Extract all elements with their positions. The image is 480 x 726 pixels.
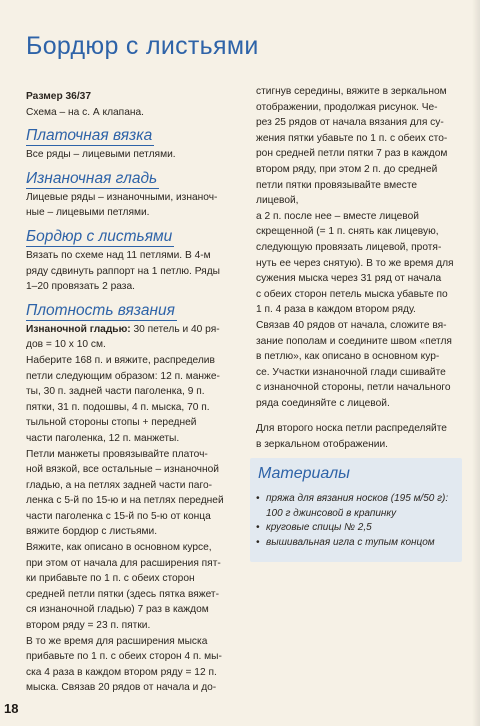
paragraph-gap <box>256 411 462 421</box>
text-line: части паголенка с 15-й по 5-ю от конца <box>26 510 211 522</box>
text-line: тыльной стороны стопы + передней <box>26 417 197 429</box>
text-line: нуть ее через снятую). В то же время для <box>256 257 454 269</box>
text-line: с обеих сторон петель мыска убавьте по <box>256 288 448 300</box>
section-line: ные – лицевыми петлями. <box>26 207 150 219</box>
section-line: ряду сдвинуть раппорт на 1 петлю. Ряды <box>26 265 220 277</box>
section-heading-leaf-border: Бордюр с листьями <box>26 227 173 245</box>
left-column <box>26 84 244 696</box>
text-line: ленка с 5-й по 15-ю и на петлях передней <box>26 495 224 507</box>
right-paragraph-1 <box>256 84 462 411</box>
text-line: в зеркальном отображении. <box>256 439 388 451</box>
gauge-body <box>26 337 244 696</box>
text-line: скрещенной (= 1 п. снять как лицевую, <box>256 226 439 238</box>
text-line: а 2 п. после нее – вместе лицевой <box>256 210 419 222</box>
text-line: части паголенка, 12 п. манжеты. <box>26 432 180 444</box>
material-item <box>256 521 458 536</box>
right-paragraph-2 <box>256 421 462 452</box>
text-line: ся изнаночной гладью) 7 раз в каждом <box>26 604 209 616</box>
material-text: пряжа для вязания носков (195 м/50 г): <box>266 493 449 504</box>
gauge-bold-lead: Изнаночной гладью: <box>26 323 131 335</box>
text-line: при этом от начала для расширения пят- <box>26 557 221 569</box>
materials-list <box>256 492 458 550</box>
text-line: сужения мыска через 31 ряд от начала <box>256 273 442 285</box>
text-line: Вяжите, как описано в основном курсе, <box>26 542 212 554</box>
section-heading-gauge: Плотность вязания <box>26 301 175 319</box>
section-line: Лицевые ряды – изнаночными, изнаноч- <box>26 191 218 203</box>
section-heading-reverse-stockinette: Изнаночная гладь <box>26 169 158 187</box>
text-line: Для второго носка петли распределяйте <box>256 423 447 435</box>
text-line: ряда соединяйте с лицевой. <box>256 397 390 409</box>
text-line: рез 25 рядов от начала вязания для су- <box>256 117 444 129</box>
text-line: жения пятки убавьте по 1 п. с обеих сто- <box>256 132 448 144</box>
materials-title: Материалы <box>258 465 350 482</box>
bullet-icon: • <box>256 522 260 533</box>
material-item <box>256 492 458 521</box>
text-line: следующую провязать лицевой, протя- <box>256 241 442 253</box>
scheme-note: Схема – на с. А клапана. <box>26 106 144 118</box>
materials-box <box>250 458 462 562</box>
text-line: Наберите 168 п. и вяжите, распределив <box>26 354 215 366</box>
section-line: 1–20 провязать 2 раза. <box>26 281 135 293</box>
text-line: 1 п. 4 раза в каждом втором ряду. <box>256 304 416 316</box>
section-text-garter: Все ряды – лицевыми петлями. <box>26 149 176 161</box>
text-line: петли пятки провязывайте вместе лицевой, <box>256 179 418 207</box>
text-line: петли следующим образом: 12 п. манже- <box>26 370 220 382</box>
text-line: втором ряду, при этом 2 п. до средней <box>256 163 438 175</box>
text-line: Связав 40 рядов от начала, сложите вя- <box>256 319 447 331</box>
material-text: 100 г джинсовой в крапинку <box>266 507 397 519</box>
text-line: рон средней петли пятки 7 раз в каждом <box>256 148 448 160</box>
text-line: вяжите бордюр с листьями. <box>26 526 158 538</box>
section-line: Вязать по схеме над 11 петлями. В 4-м <box>26 249 211 261</box>
gauge-lead-rest: 30 петель и 40 ря- <box>130 323 220 335</box>
text-line: Петли манжеты провязывайте платоч- <box>26 448 208 460</box>
scan-edge-shadow <box>472 0 480 726</box>
size-label: Размер 36/37 <box>26 91 92 102</box>
text-line: средней петли пятки (здесь пятка вяжет- <box>26 588 219 600</box>
material-text: круговые спицы № 2,5 <box>266 522 372 533</box>
text-line: мыска. Связав 20 рядов от начала и до- <box>26 682 217 694</box>
section-heading-garter: Платочная вязка <box>26 127 153 145</box>
text-line: прибавьте по 1 п. с обеих сторон 4 п. мы- <box>26 651 222 663</box>
bullet-icon: • <box>256 493 260 504</box>
text-line: дов = 10 х 10 см. <box>26 339 106 351</box>
text-line: стигнув середины, вяжите в зеркальном <box>256 86 447 97</box>
text-line: с изнаночной стороны, петли начального <box>256 382 451 394</box>
text-line: ты, 30 п. задней части паголенка, 9 п. <box>26 386 205 398</box>
bullet-icon: • <box>256 536 260 548</box>
right-column <box>256 84 462 453</box>
material-text: вышивальная игла с тупым концом <box>266 536 435 548</box>
gauge-lead-line <box>26 322 244 338</box>
text-line: втором ряду = 23 п. пятки. <box>26 620 151 632</box>
text-line: зание пополам и соедините швом «петля <box>256 335 452 347</box>
text-line: В то же время для расширения мыска <box>26 635 208 647</box>
page-title: Бордюр с листьями <box>26 32 259 60</box>
page-number: 18 <box>4 701 19 716</box>
text-line: пятки, 31 п. подошвы, 4 п. мыска, 70 п. <box>26 401 210 413</box>
text-line: отображении, продолжая рисунок. Че- <box>256 101 438 113</box>
material-item <box>256 536 458 551</box>
text-line: ки прибавьте по 1 п. с обеих сторон <box>26 573 195 585</box>
text-line: ска 4 раза в каждом втором ряду = 12 п. <box>26 666 217 678</box>
text-line: в петлю», как описано в основном кур- <box>256 351 440 363</box>
text-line: гладью, а на петлях задней части паго- <box>26 479 213 491</box>
text-line: се. Участки изнаночной глади сшивайте <box>256 366 446 378</box>
text-line: ной вязкой, все остальные – изнаночной <box>26 464 219 476</box>
